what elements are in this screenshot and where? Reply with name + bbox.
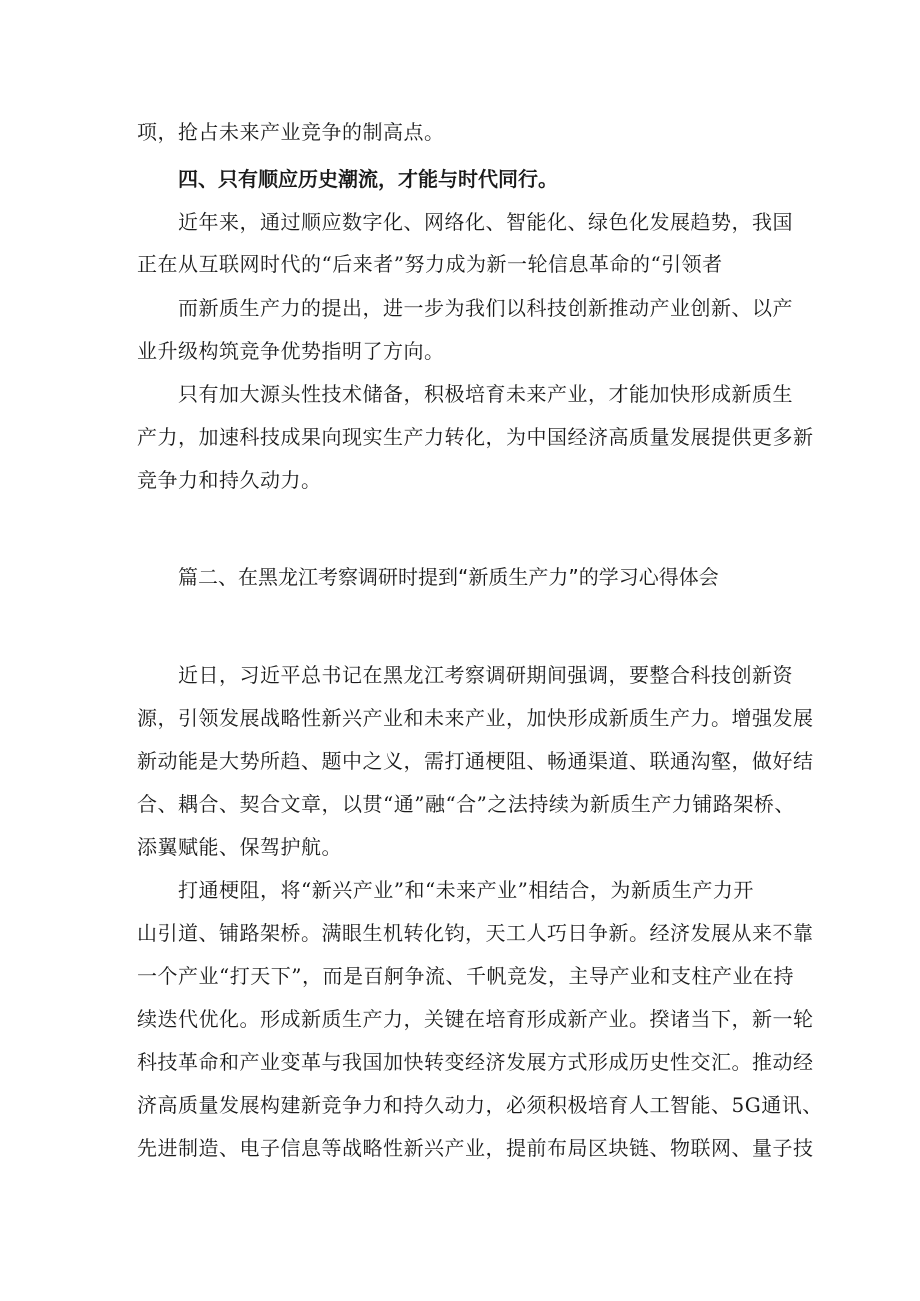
paragraph-line: 产力，加速科技成果向现实生产力转化，为中国经济高质量发展提供更多新 (137, 425, 814, 449)
paragraph-line: 打通梗阻，将“新兴产业”和“未来产业”相结合，为新质生产力开 (178, 878, 754, 902)
paragraph-line: 一个产业“打天下”，而是百舸争流、千帆竞发，主导产业和支柱产业在持 (137, 964, 794, 988)
paragraph-line: 项，抢占未来产业竞争的制高点。 (137, 120, 445, 144)
paragraph-line: 添翼赋能、保驾护航。 (137, 835, 342, 859)
paragraph-line: 合、耦合、契合文章，以贯“通”融“合”之法持续为新质生产力铺路架桥、 (137, 792, 795, 816)
paragraph-line: 济高质量发展构建新竞争力和持久动力，必须积极培育人工智能、5G通讯、 (137, 1093, 823, 1117)
article-title: 篇二、在黑龙江考察调研时提到“新质生产力”的学习心得体会 (178, 565, 719, 589)
paragraph-line: 近年来，通过顺应数字化、网络化、智能化、绿色化发展趋势，我国 (178, 210, 793, 234)
paragraph-line: 近日，习近平总书记在黑龙江考察调研期间强调，要整合科技创新资 (178, 663, 793, 687)
paragraph-line: 山引道、铺路架桥。满眼生机转化钧，天工人巧日争新。经济发展从来不靠 (137, 921, 814, 945)
paragraph-line: 竞争力和持久动力。 (137, 468, 322, 492)
paragraph-line: 只有加大源头性技术储备，积极培育未来产业，才能加快形成新质生 (178, 382, 793, 406)
section-heading: 四、只有顺应历史潮流，才能与时代同行。 (178, 167, 558, 191)
paragraph-line: 新动能是大势所趋、题中之义，需打通梗阻、畅通渠道、联通沟壑，做好结 (137, 749, 814, 773)
paragraph-line: 业升级构筑竞争优势指明了方向。 (137, 339, 445, 363)
paragraph-line: 正在从互联网时代的“后来者”努力成为新一轮信息革命的“引领者 (137, 252, 723, 276)
paragraph-line: 源，引领发展战略性新兴产业和未来产业，加快形成新质生产力。增强发展 (137, 706, 814, 730)
paragraph-line: 科技革命和产业变革与我国加快转变经济发展方式形成历史性交汇。推动经 (137, 1050, 814, 1074)
paragraph-line: 而新质生产力的提出，进一步为我们以科技创新推动产业创新、以产 (178, 296, 793, 320)
paragraph-line: 续迭代优化。形成新质生产力，关键在培育形成新产业。揆诸当下，新一轮 (137, 1007, 814, 1031)
paragraph-line: 先进制造、电子信息等战略性新兴产业，提前布局区块链、物联网、量子技 (137, 1136, 814, 1160)
